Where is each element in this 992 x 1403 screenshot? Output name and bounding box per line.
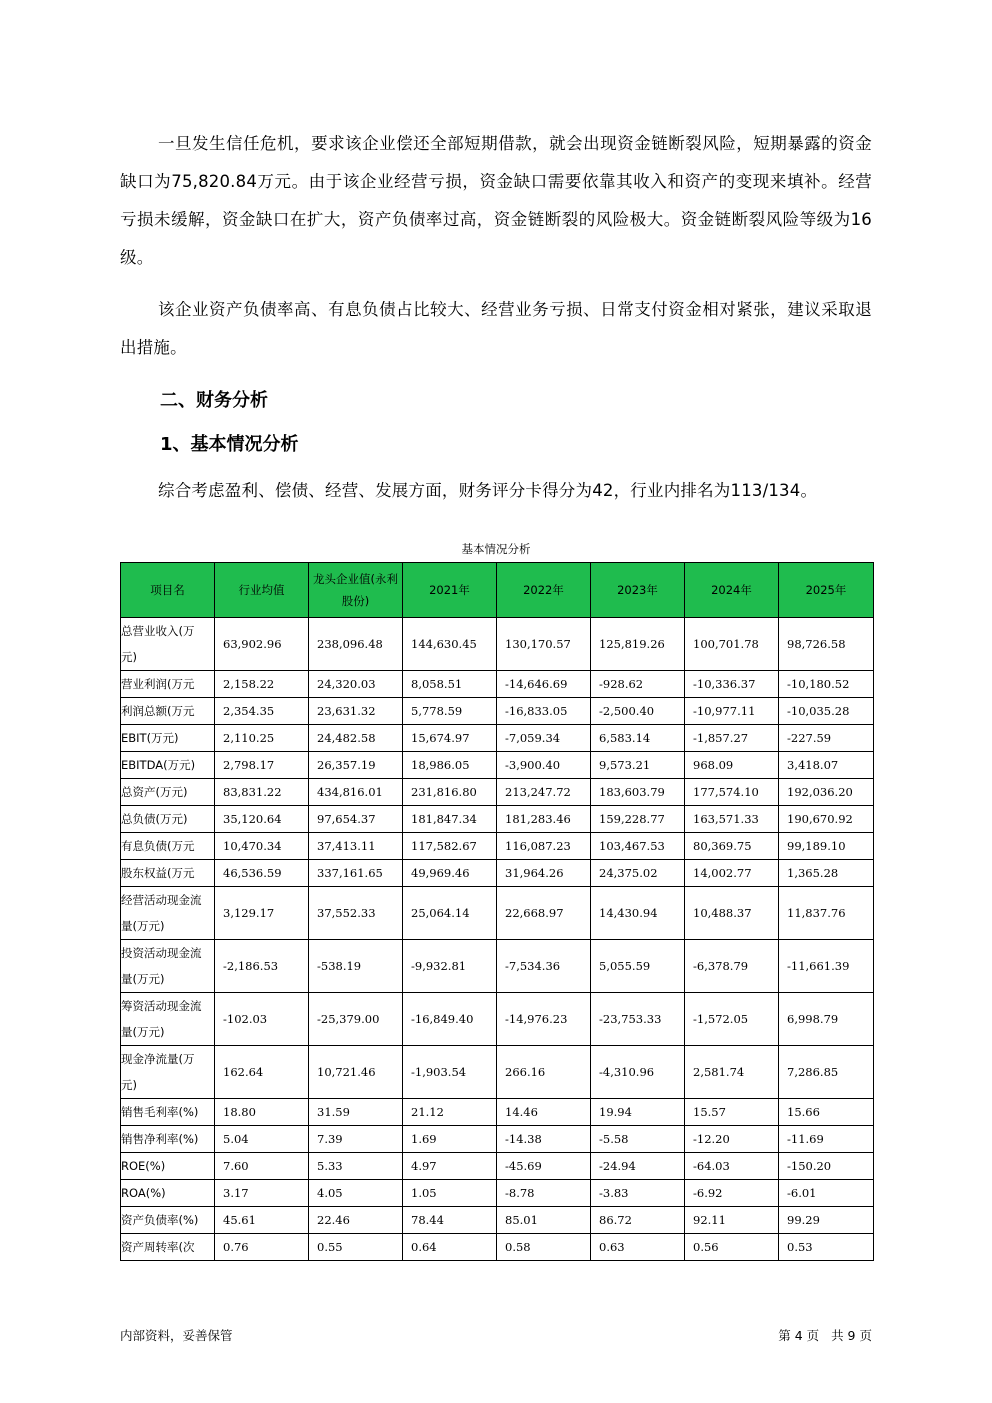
table-row xyxy=(121,806,874,833)
table-row xyxy=(121,752,874,779)
table-cell: 1.69 xyxy=(403,1126,497,1153)
table-cell: 14,002.77 xyxy=(685,860,779,887)
table-cell: 116,087.23 xyxy=(497,833,591,860)
table-row xyxy=(121,698,874,725)
table-cell: 10,470.34 xyxy=(215,833,309,860)
table-cell: 14,430.94 xyxy=(591,887,685,940)
table-header-row xyxy=(121,563,874,618)
table-cell: 968.09 xyxy=(685,752,779,779)
table-cell: 0.64 xyxy=(403,1234,497,1261)
table-cell: 80,369.75 xyxy=(685,833,779,860)
table-row xyxy=(121,940,874,993)
table-row xyxy=(121,618,874,671)
table-cell: -64.03 xyxy=(685,1153,779,1180)
table-row xyxy=(121,779,874,806)
table-cell: -8.78 xyxy=(497,1180,591,1207)
table-cell: 37,413.11 xyxy=(309,833,403,860)
table-cell: 3,129.17 xyxy=(215,887,309,940)
row-label: 有息负债(万元 xyxy=(121,833,215,860)
table-cell: 22,668.97 xyxy=(497,887,591,940)
table-cell: -6,378.79 xyxy=(685,940,779,993)
table-cell: -25,379.00 xyxy=(309,993,403,1046)
table-cell: 37,552.33 xyxy=(309,887,403,940)
row-label: 总负债(万元) xyxy=(121,806,215,833)
column-header: 2025年 xyxy=(779,563,874,618)
table-cell: 162.64 xyxy=(215,1046,309,1099)
table-caption: 基本情况分析 xyxy=(461,542,531,556)
row-label: 总营业收入(万元) xyxy=(121,618,215,671)
table-cell: 25,064.14 xyxy=(403,887,497,940)
footer-confidential-note: 内部资料，妥善保管 xyxy=(120,1328,233,1343)
table-cell: 19.94 xyxy=(591,1099,685,1126)
row-label: 销售毛利率(%) xyxy=(121,1099,215,1126)
table-cell: -6.01 xyxy=(779,1180,874,1207)
table-cell: 14.46 xyxy=(497,1099,591,1126)
table-cell: 15.66 xyxy=(779,1099,874,1126)
table-cell: -7,534.36 xyxy=(497,940,591,993)
table-cell: 190,670.92 xyxy=(779,806,874,833)
table-cell: 6,583.14 xyxy=(591,725,685,752)
table-cell: -227.59 xyxy=(779,725,874,752)
row-label: EBIT(万元) xyxy=(121,725,215,752)
table-cell: 15,674.97 xyxy=(403,725,497,752)
table-cell: 231,816.80 xyxy=(403,779,497,806)
row-label: 资产周转率(次 xyxy=(121,1234,215,1261)
table-cell: 31,964.26 xyxy=(497,860,591,887)
table-cell: 35,120.64 xyxy=(215,806,309,833)
table-cell: 5.04 xyxy=(215,1126,309,1153)
table-cell: 85.01 xyxy=(497,1207,591,1234)
table-cell: 100,701.78 xyxy=(685,618,779,671)
table-cell: 266.16 xyxy=(497,1046,591,1099)
column-header: 行业均值 xyxy=(215,563,309,618)
row-label: 总资产(万元) xyxy=(121,779,215,806)
table-cell: 3.17 xyxy=(215,1180,309,1207)
table-cell: -9,932.81 xyxy=(403,940,497,993)
table-cell: -4,310.96 xyxy=(591,1046,685,1099)
table-row xyxy=(121,1099,874,1126)
table-cell: 24,375.02 xyxy=(591,860,685,887)
table-cell: 86.72 xyxy=(591,1207,685,1234)
table-cell: -14,646.69 xyxy=(497,671,591,698)
table-row xyxy=(121,1207,874,1234)
table-cell: 238,096.48 xyxy=(309,618,403,671)
table-cell: -11.69 xyxy=(779,1126,874,1153)
table-cell: 26,357.19 xyxy=(309,752,403,779)
table-row xyxy=(121,993,874,1046)
table-cell: 99,189.10 xyxy=(779,833,874,860)
row-label: 经营活动现金流量(万元) xyxy=(121,887,215,940)
table-body xyxy=(121,618,874,1261)
row-label: 投资活动现金流量(万元) xyxy=(121,940,215,993)
table-cell: 45.61 xyxy=(215,1207,309,1234)
table-cell: 4.05 xyxy=(309,1180,403,1207)
table-row xyxy=(121,860,874,887)
paragraph-score-summary: 综合考虑盈利、偿债、经营、发展方面，财务评分卡得分为42，行业内排名为113/134。 xyxy=(158,481,818,500)
table-cell: 99.29 xyxy=(779,1207,874,1234)
row-label: 利润总额(万元 xyxy=(121,698,215,725)
table-cell: 103,467.53 xyxy=(591,833,685,860)
column-header: 2022年 xyxy=(497,563,591,618)
table-cell: 130,170.57 xyxy=(497,618,591,671)
table-cell: 117,582.67 xyxy=(403,833,497,860)
table-cell: 2,798.17 xyxy=(215,752,309,779)
table-row xyxy=(121,1046,874,1099)
table-cell: 10,488.37 xyxy=(685,887,779,940)
table-cell: 9,573.21 xyxy=(591,752,685,779)
table-cell: -12.20 xyxy=(685,1126,779,1153)
table-cell: -10,977.11 xyxy=(685,698,779,725)
table-cell: 49,969.46 xyxy=(403,860,497,887)
table-cell: -5.58 xyxy=(591,1126,685,1153)
table-cell: -1,572.05 xyxy=(685,993,779,1046)
table-cell: -45.69 xyxy=(497,1153,591,1180)
table-cell: 83,831.22 xyxy=(215,779,309,806)
table-row xyxy=(121,1126,874,1153)
table-cell: 18,986.05 xyxy=(403,752,497,779)
column-header: 2021年 xyxy=(403,563,497,618)
table-cell: 163,571.33 xyxy=(685,806,779,833)
table-cell: -2,500.40 xyxy=(591,698,685,725)
table-cell: -1,857.27 xyxy=(685,725,779,752)
table-cell: 10,721.46 xyxy=(309,1046,403,1099)
subsection-heading: 1、基本情况分析 xyxy=(160,434,299,455)
table-cell: 78.44 xyxy=(403,1207,497,1234)
table-cell: 7,286.85 xyxy=(779,1046,874,1099)
table-cell: 7.39 xyxy=(309,1126,403,1153)
paragraph-liquidity-risk: 一旦发生信任危机，要求该企业偿还全部短期借款，就会出现资金链断裂风险，短期暴露的资金缺口为75,820.84万元。由于该企业经营亏损，资金缺口需要依靠其收入和资产的变现来填补。经营亏损未缓解，资金缺口在扩大，资产负债率过高，资金链断裂的风险极大。资金链断裂风险等级为16级。 xyxy=(120,134,872,267)
row-label: 筹资活动现金流量(万元) xyxy=(121,993,215,1046)
table-cell: -10,035.28 xyxy=(779,698,874,725)
table-cell: 213,247.72 xyxy=(497,779,591,806)
table-row xyxy=(121,1153,874,1180)
row-label: 营业利润(万元 xyxy=(121,671,215,698)
table-cell: 23,631.32 xyxy=(309,698,403,725)
table-cell: 0.56 xyxy=(685,1234,779,1261)
table-cell: -102.03 xyxy=(215,993,309,1046)
table-cell: 2,354.35 xyxy=(215,698,309,725)
table-cell: 5.33 xyxy=(309,1153,403,1180)
table-cell: 0.55 xyxy=(309,1234,403,1261)
table-cell: -24.94 xyxy=(591,1153,685,1180)
table-cell: 8,058.51 xyxy=(403,671,497,698)
row-label: 资产负债率(%) xyxy=(121,1207,215,1234)
table-cell: -16,833.05 xyxy=(497,698,591,725)
column-header: 2023年 xyxy=(591,563,685,618)
table-cell: 434,816.01 xyxy=(309,779,403,806)
table-cell: 192,036.20 xyxy=(779,779,874,806)
table-cell: 22.46 xyxy=(309,1207,403,1234)
table-cell: -14.38 xyxy=(497,1126,591,1153)
table-cell: 7.60 xyxy=(215,1153,309,1180)
table-cell: 15.57 xyxy=(685,1099,779,1126)
table-cell: 46,536.59 xyxy=(215,860,309,887)
table-row xyxy=(121,1180,874,1207)
table-cell: -2,186.53 xyxy=(215,940,309,993)
table-cell: 144,630.45 xyxy=(403,618,497,671)
table-cell: -928.62 xyxy=(591,671,685,698)
table-cell: -16,849.40 xyxy=(403,993,497,1046)
row-label: 现金净流量(万元) xyxy=(121,1046,215,1099)
row-label: 销售净利率(%) xyxy=(121,1126,215,1153)
table-cell: -10,180.52 xyxy=(779,671,874,698)
table-cell: 1.05 xyxy=(403,1180,497,1207)
row-label: ROA(%) xyxy=(121,1180,215,1207)
table-row xyxy=(121,725,874,752)
table-cell: 4.97 xyxy=(403,1153,497,1180)
table-cell: 98,726.58 xyxy=(779,618,874,671)
table-cell: 6,998.79 xyxy=(779,993,874,1046)
table-cell: -23,753.33 xyxy=(591,993,685,1046)
row-label: EBITDA(万元) xyxy=(121,752,215,779)
table-cell: -14,976.23 xyxy=(497,993,591,1046)
table-cell: 0.63 xyxy=(591,1234,685,1261)
table-cell: 125,819.26 xyxy=(591,618,685,671)
table-cell: 3,418.07 xyxy=(779,752,874,779)
column-header: 项目名 xyxy=(121,563,215,618)
table-cell: 2,581.74 xyxy=(685,1046,779,1099)
table-cell: 159,228.77 xyxy=(591,806,685,833)
table-cell: 2,110.25 xyxy=(215,725,309,752)
table-cell: -6.92 xyxy=(685,1180,779,1207)
table-cell: -7,059.34 xyxy=(497,725,591,752)
table-row xyxy=(121,887,874,940)
table-cell: 5,778.59 xyxy=(403,698,497,725)
table-cell: -11,661.39 xyxy=(779,940,874,993)
column-header: 2024年 xyxy=(685,563,779,618)
column-header: 龙头企业值(永利股份) xyxy=(309,563,403,618)
table-cell: 21.12 xyxy=(403,1099,497,1126)
table-cell: 0.58 xyxy=(497,1234,591,1261)
table-cell: 181,283.46 xyxy=(497,806,591,833)
row-label: 股东权益(万元 xyxy=(121,860,215,887)
row-label: ROE(%) xyxy=(121,1153,215,1180)
table-row xyxy=(121,833,874,860)
table-cell: 1,365.28 xyxy=(779,860,874,887)
table-cell: -1,903.54 xyxy=(403,1046,497,1099)
table-cell: 92.11 xyxy=(685,1207,779,1234)
table-cell: 183,603.79 xyxy=(591,779,685,806)
table-cell: 0.76 xyxy=(215,1234,309,1261)
table-cell: -150.20 xyxy=(779,1153,874,1180)
section-heading: 二、财务分析 xyxy=(160,390,268,411)
footer-page-number: 第 4 页 共 9 页 xyxy=(778,1328,872,1343)
table-cell: 0.53 xyxy=(779,1234,874,1261)
paragraph-recommendation: 该企业资产负债率高、有息负债占比较大、经营业务亏损、日常支付资金相对紧张，建议采取退出措施。 xyxy=(120,300,872,357)
table-cell: 97,654.37 xyxy=(309,806,403,833)
table-cell: 2,158.22 xyxy=(215,671,309,698)
table-cell: -10,336.37 xyxy=(685,671,779,698)
table-cell: 11,837.76 xyxy=(779,887,874,940)
table-row xyxy=(121,1234,874,1261)
table-cell: 24,482.58 xyxy=(309,725,403,752)
table-cell: -538.19 xyxy=(309,940,403,993)
table-cell: -3.83 xyxy=(591,1180,685,1207)
table-cell: 24,320.03 xyxy=(309,671,403,698)
table-cell: 337,161.65 xyxy=(309,860,403,887)
table-cell: 181,847.34 xyxy=(403,806,497,833)
table-cell: 18.80 xyxy=(215,1099,309,1126)
table-cell: 63,902.96 xyxy=(215,618,309,671)
table-row xyxy=(121,671,874,698)
basic-analysis-table xyxy=(120,562,874,1261)
table-cell: 177,574.10 xyxy=(685,779,779,806)
table-cell: 5,055.59 xyxy=(591,940,685,993)
table-cell: -3,900.40 xyxy=(497,752,591,779)
table-cell: 31.59 xyxy=(309,1099,403,1126)
